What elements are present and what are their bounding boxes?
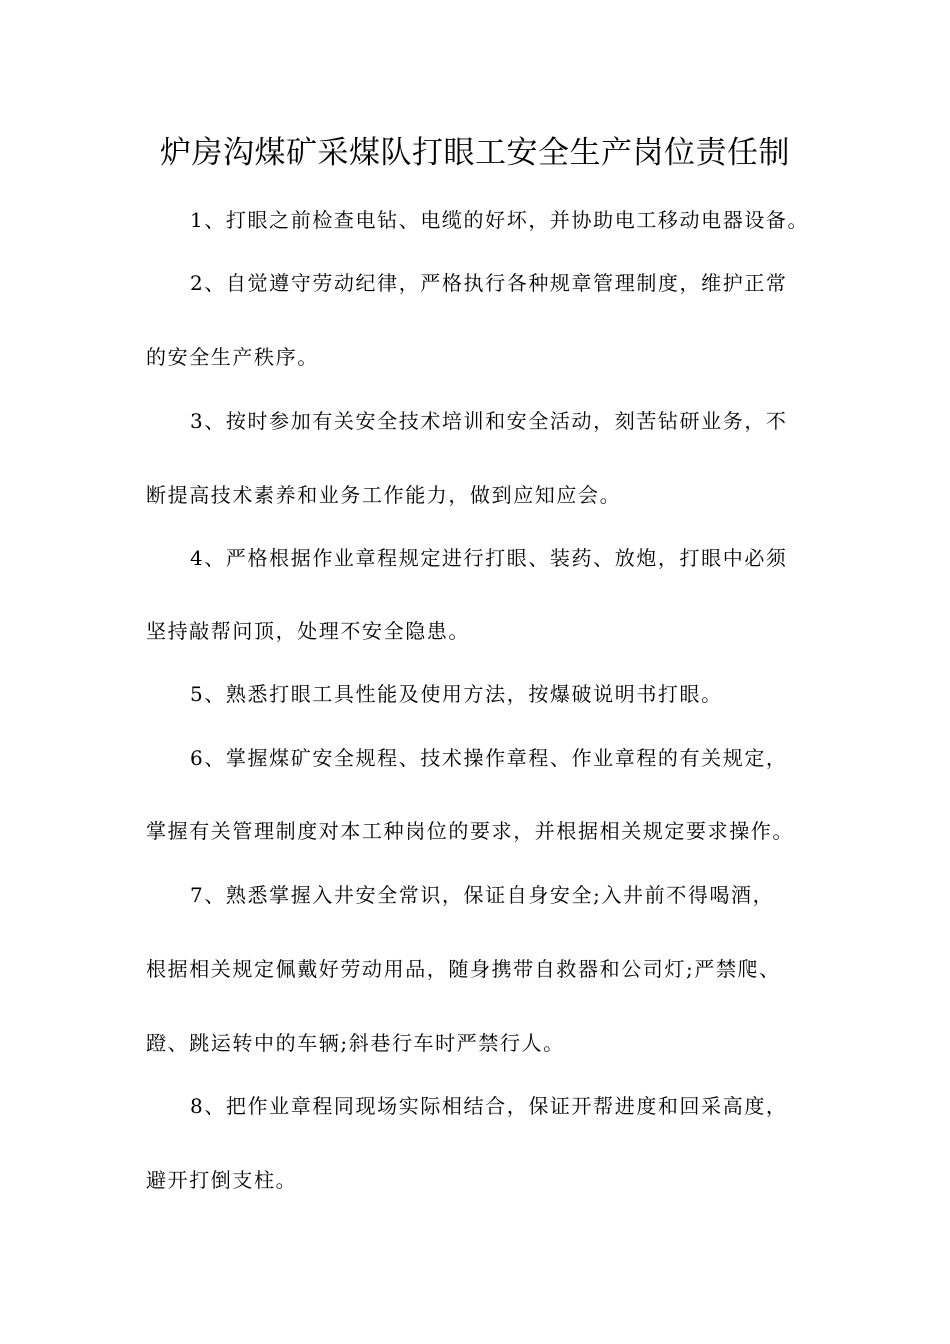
item-3-line-2: 断提高技术素养和业务工作能力，做到应知应会。 xyxy=(146,483,622,507)
item-7-line-1: 7、熟悉掌握入井安全常识，保证自身安全;入井前不得喝酒， xyxy=(190,883,775,907)
item-7-line-3: 蹬、跳运转中的车辆;斜巷行车时严禁行人。 xyxy=(146,1031,565,1055)
item-5-line-1: 5、熟悉打眼工具性能及使用方法，按爆破说明书打眼。 xyxy=(190,682,723,706)
item-8-line-1: 8、把作业章程同现场实际相结合，保证开帮进度和回采高度， xyxy=(190,1094,788,1118)
item-1-line-1: 1、打眼之前检查电钻、电缆的好坏，并协助电工移动电器设备。 xyxy=(190,208,810,232)
item-4-line-2: 坚持敲帮问顶，处理不安全隐患。 xyxy=(146,619,470,643)
item-3-line-1: 3、按时参加有关安全技术培训和安全活动，刻苦钻研业务，不 xyxy=(190,409,788,433)
item-6-line-2: 掌握有关管理制度对本工种岗位的要求，并根据相关规定要求操作。 xyxy=(146,819,794,843)
item-4-line-1: 4、严格根据作业章程规定进行打眼、装药、放炮，打眼中必须 xyxy=(190,546,788,570)
document-title: 炉房沟煤矿采煤队打眼工安全生产岗位责任制 xyxy=(160,135,790,171)
item-7-line-2: 根据相关规定佩戴好劳动用品，随身携带自救器和公司灯;严禁爬、 xyxy=(146,957,781,981)
item-2-line-2: 的安全生产秩序。 xyxy=(146,345,319,369)
item-6-line-1: 6、掌握煤矿安全规程、技术操作章程、作业章程的有关规定， xyxy=(190,746,788,770)
item-2-line-1: 2、自觉遵守劳动纪律，严格执行各种规章管理制度，维护正常 xyxy=(190,271,788,295)
item-8-line-2: 避开打倒支柱。 xyxy=(146,1168,298,1192)
